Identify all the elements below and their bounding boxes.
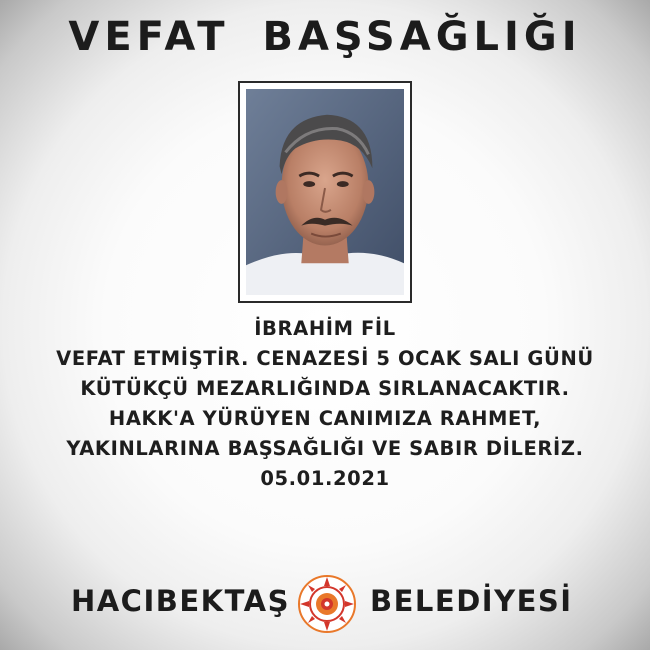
message-line: YAKINLARINA BAŞSAĞLIĞI VE SABIR DİLERİZ.: [66, 437, 584, 460]
message-line: VEFAT ETMİŞTİR. CENAZESİ 5 OCAK SALI GÜNÜ: [56, 347, 594, 370]
condolence-message: [0, 314, 650, 494]
footer: [0, 572, 650, 636]
message-date: 05.01.2021: [260, 467, 390, 490]
message-line: HAKK'A YÜRÜYEN CANIMIZA RAHMET,: [108, 407, 542, 430]
message-line: KÜTÜKÇÜ MEZARLIĞINDA SIRLANACAKTIR.: [80, 377, 570, 400]
footer-municipality-name: HACIBEKTAŞ: [70, 584, 290, 618]
portrait-photo-icon: [246, 89, 404, 295]
deceased-name: İBRAHİM FİL: [254, 317, 396, 340]
footer-municipality-label: BELEDİYESİ: [370, 584, 573, 618]
municipality-seal-icon: [297, 574, 357, 634]
portrait-photo-frame: [238, 81, 412, 303]
page-title: VEFAT BAŞSAĞLIĞI: [68, 14, 582, 60]
